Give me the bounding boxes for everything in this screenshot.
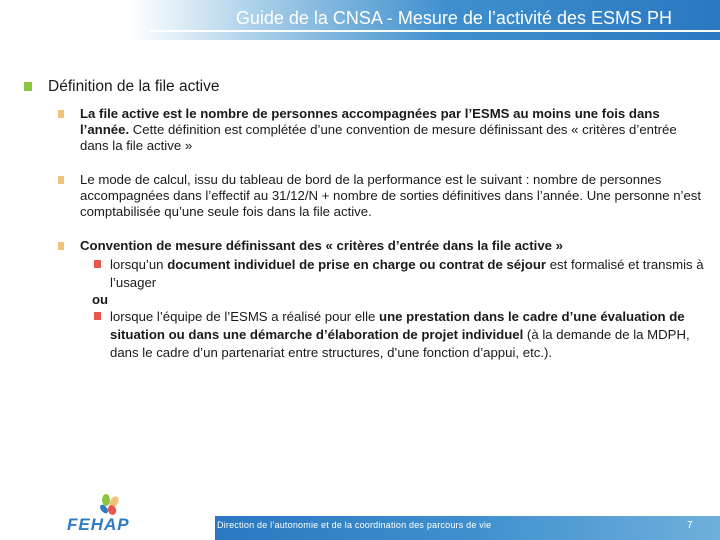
page-title: Guide de la CNSA - Mesure de l’activité des ESMS PH [235, 8, 672, 28]
header-divider [150, 30, 720, 32]
or-separator: ou [92, 292, 109, 307]
header-bar [0, 0, 720, 40]
list-item [22, 172, 706, 220]
green-bullet-icon [24, 82, 32, 91]
list-item [22, 106, 706, 154]
criterion-1-text-a: lorsqu’un [110, 257, 168, 272]
section-heading-row [22, 78, 706, 96]
fehap-logo-text: FEHAP [67, 515, 130, 534]
slide-content [22, 78, 706, 362]
criterion-2-text-c: (à la demande de la MDPH, dans le cadre d’un partenariat entre structures, d’une fonction d’appui, etc.). [110, 327, 690, 360]
section-heading: Définition de la file active [48, 78, 220, 95]
red-bullet-icon [94, 312, 101, 320]
criterion-2-text-a: lorsque l’équipe de l’ESMS a réalisé pour elle [110, 309, 380, 324]
orange-bullet-icon [58, 176, 64, 184]
footer-text: Direction de l’autonomie et de la coordination des parcours de vie [217, 520, 492, 530]
orange-bullet-icon [58, 242, 64, 250]
sub-list-item [22, 308, 706, 362]
sub-list-item [22, 256, 706, 292]
orange-bullet-icon [58, 110, 64, 118]
calculation-text: Le mode de calcul, issu du tableau de bord de la performance est le suivant : nombre de personnes accompagnées dans l’effectif au 31/12/N + nombre de sorties définitives dans l’année. Une personne n’est comptabilisée qu’une seule fois dans la file active. [80, 172, 702, 219]
page-number: 7 [687, 520, 693, 531]
definition-text: Cette définition est complétée d’une convention de mesure définissant des « critères d’entrée dans la file active » [80, 122, 677, 153]
list-item [22, 238, 706, 254]
definition-bold-text: La file active est le nombre de personnes accompagnées par l’ESMS au moins une fois dans l’année. [80, 106, 660, 137]
red-bullet-icon [94, 260, 101, 268]
criterion-1-text-c: est formalisé et transmis à l’usager [110, 257, 704, 290]
convention-heading: Convention de mesure définissant des « critères d’entrée dans la file active » [80, 238, 563, 253]
criterion-2-bold: une prestation dans le cadre d’une évaluation de situation ou dans une démarche d’élaboration de projet individuel [110, 309, 685, 342]
criterion-1-bold: document individuel de prise en charge ou contrat de séjour [167, 257, 547, 272]
